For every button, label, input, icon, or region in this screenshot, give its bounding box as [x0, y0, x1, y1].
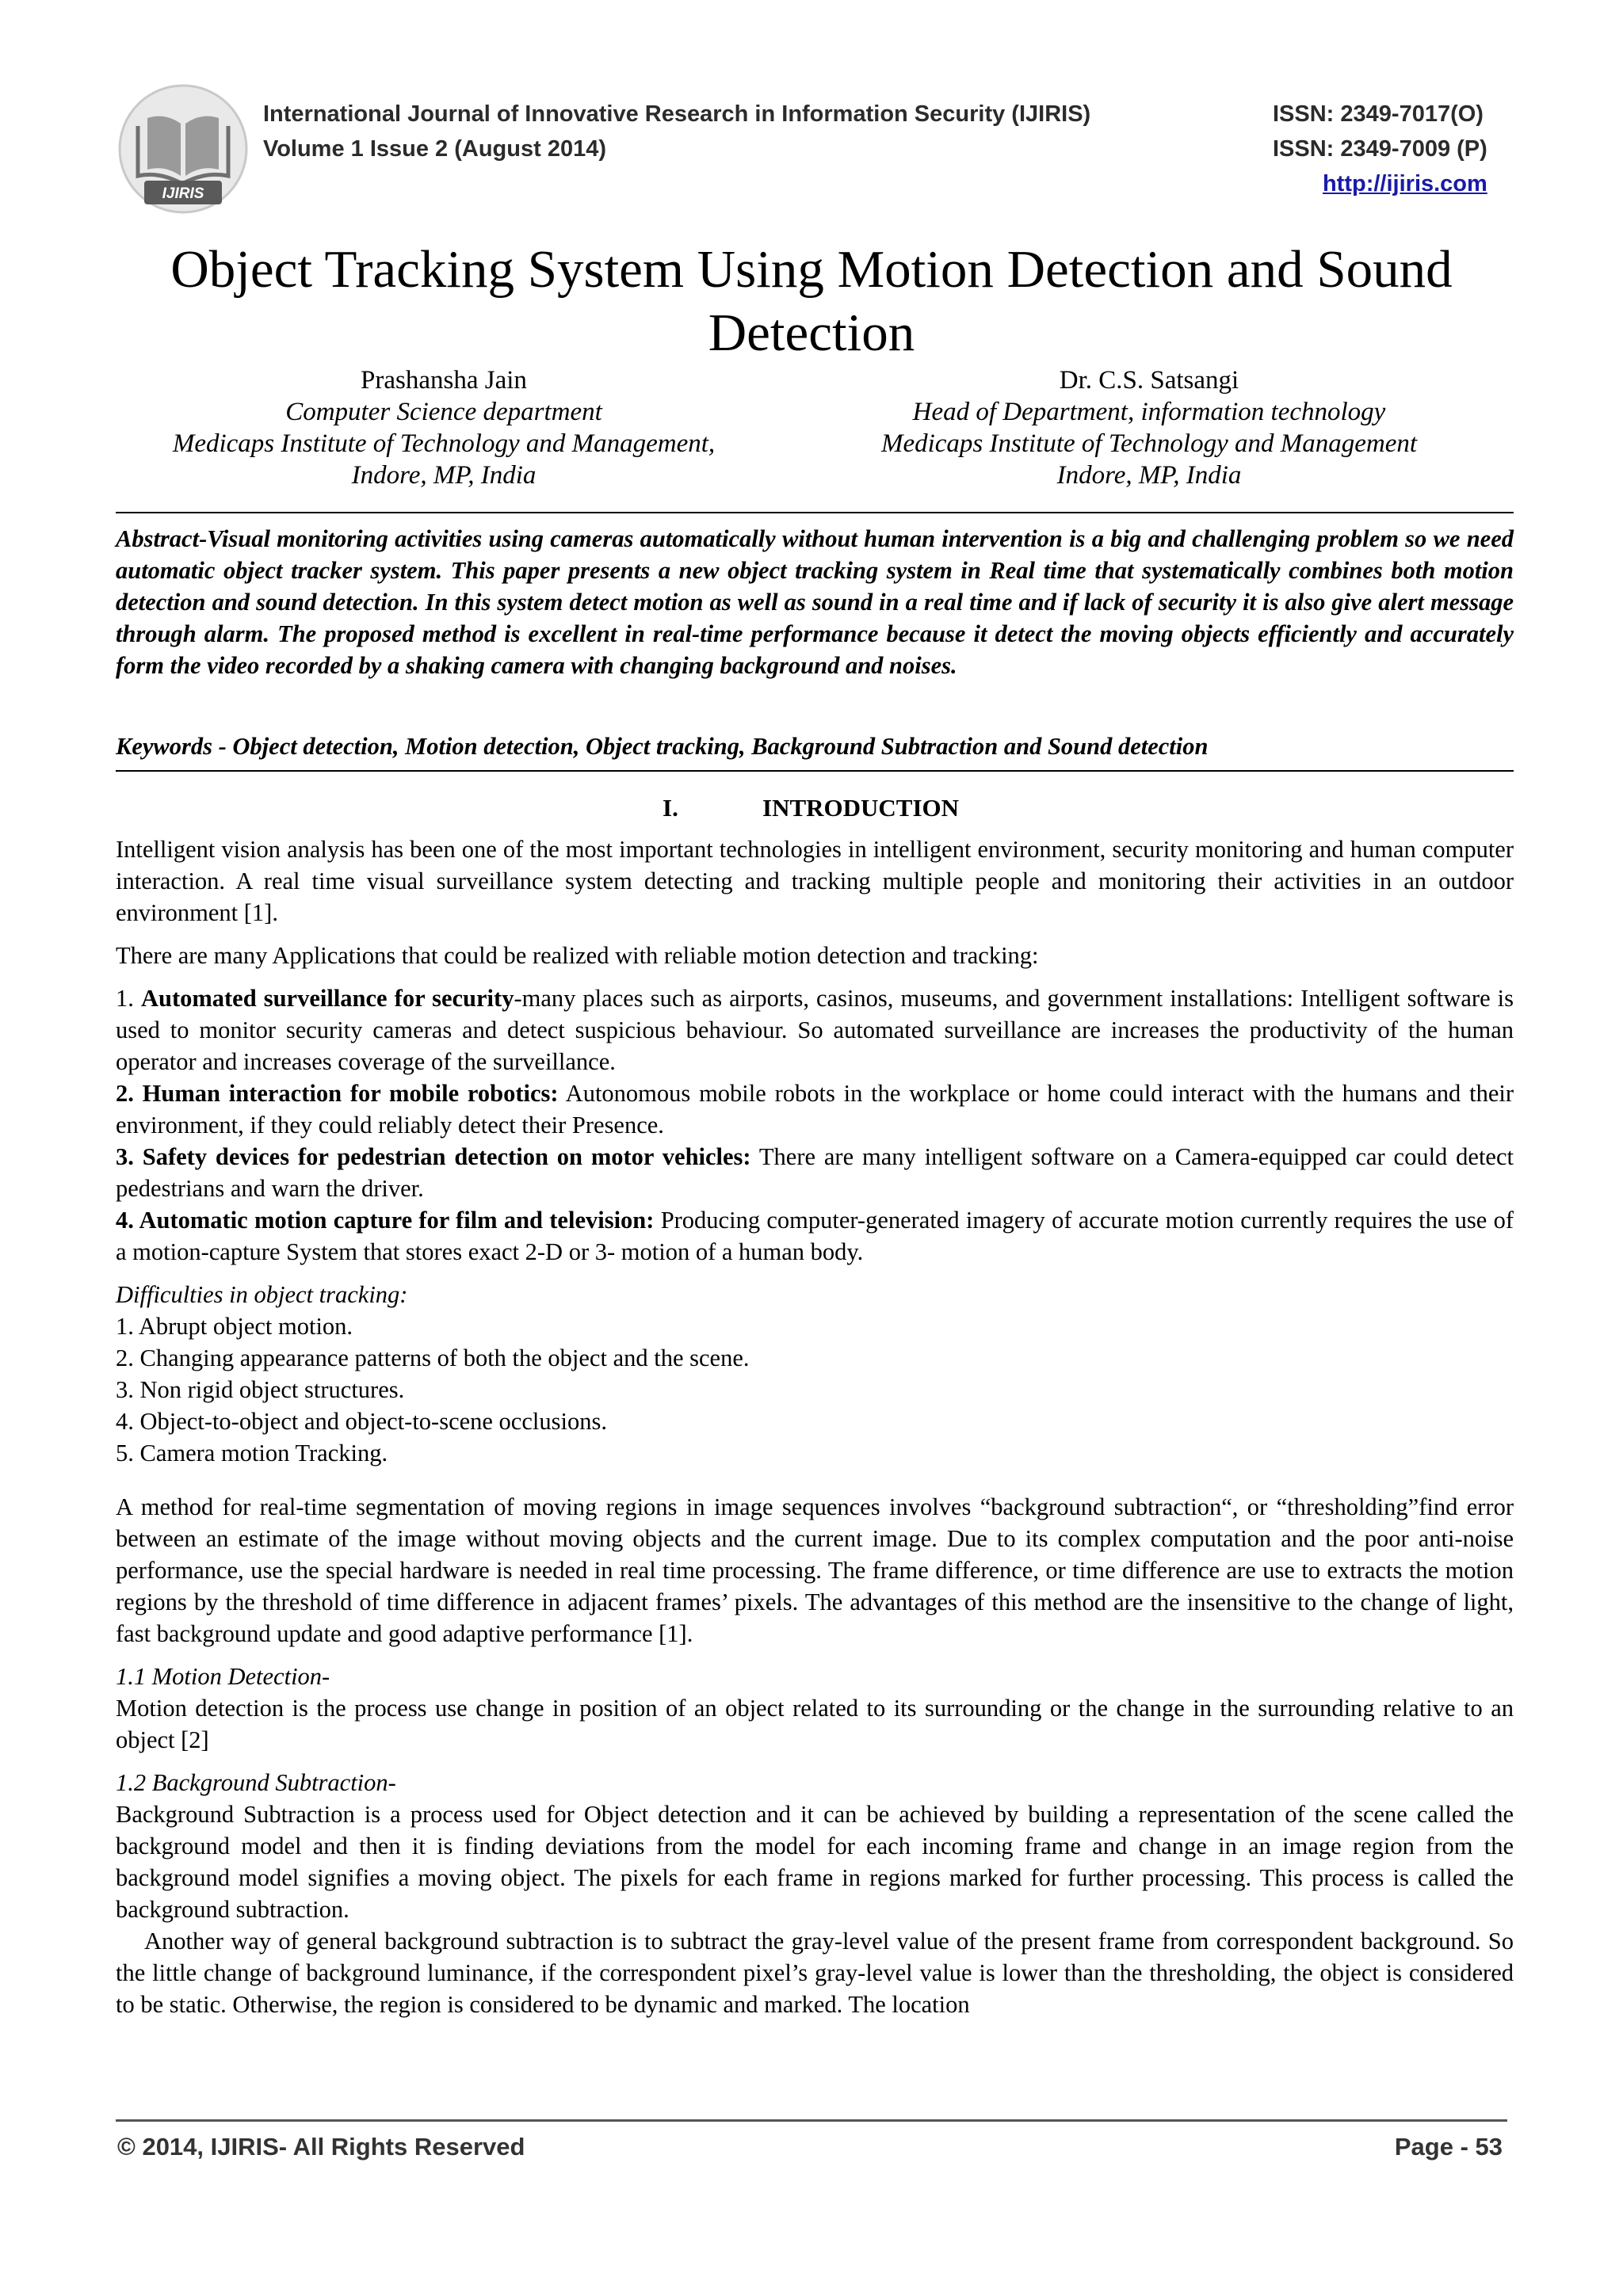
application-title: Automated surveillance for security [140, 985, 514, 1012]
application-title: 4. Automatic motion capture for film and television: [116, 1207, 655, 1234]
author-name: Prashansha Jain [361, 366, 527, 395]
author-block-2 [848, 364, 1450, 491]
list-item: 1. Abrupt object motion. [116, 1313, 353, 1340]
author-department: Head of Department, information technology [912, 398, 1386, 426]
author-location: Indore, MP, India [351, 461, 537, 490]
section-body [116, 833, 1514, 2020]
journal-volume: Volume 1 Issue 2 (August 2014) [263, 136, 606, 162]
journal-name: International Journal of Innovative Research in Information Security (IJIRIS) [263, 101, 1091, 127]
journal-url-link[interactable]: http://ijiris.com [1322, 171, 1487, 196]
author-block-1 [143, 364, 745, 491]
paragraph: Background Subtraction is a process used for Object detection and it can be achieved by building a representation of the scene called the background model and then it is finding deviations from the model for each incoming frame and change in an image region from the background model signifies a moving object. The pixels for each frame in regions marked for further processing. This process is called the background subtraction. [116, 1801, 1514, 1923]
divider [116, 512, 1514, 513]
paragraph: Motion detection is the process use change in position of an object related to its surrounding or the change in the surrounding relative to an object [2] [116, 1695, 1514, 1753]
paragraph: A method for real-time segmentation of moving regions in image sequences involves “background subtraction“, or “thresholding”find error between an estimate of the image without moving objects and the current image. Due to its complex computation and the poor anti-noise performance, use the special hardware is needed in real time processing. The frame difference, or time difference are use to extracts the motion regions by the threshold of time difference in adjacent frames’ pixels. The advantages of this method are the insensitive to the change of light, fast background update and good adaptive performance [1]. [116, 1493, 1514, 1647]
journal-header [263, 97, 1090, 166]
list-item: 4. Object-to-object and object-to-scene occlusions. [116, 1408, 607, 1435]
application-item: 1. Automated surveillance for security-many places such as airports, casinos, museums, and government installations: Intelligent software is used to monitor security cameras and detect suspicious behaviour. So automated surveillance are increases the productivity of the human operator and increases coverage of the surveillance. [116, 985, 1514, 1075]
subheading: Difficulties in object tracking: [116, 1281, 408, 1308]
author-location: Indore, MP, India [1056, 461, 1242, 490]
subheading: 1.1 Motion Detection- [116, 1663, 330, 1690]
list-item: 2. Changing appearance patterns of both the object and the scene. [116, 1344, 750, 1371]
application-text: -many places such as airports, casinos, museums, and government installations: Intelligent software is used to monitor security cameras and detect suspicious behaviour. So automated surveillance are increases the productivity of the human operator and increases coverage of the surveillance. [116, 985, 1514, 1075]
keywords: Keywords - Object detection, Motion detection, Object tracking, Background Subtraction and Sound detection [116, 733, 1209, 760]
application-item [116, 1204, 1514, 1268]
section-title: INTRODUCTION [762, 794, 960, 822]
issn-print: ISSN: 2349-7009 (P) [1273, 136, 1487, 162]
application-title: 2. Human interaction for mobile robotics: [116, 1080, 559, 1107]
list-item: 5. Camera motion Tracking. [116, 1440, 388, 1466]
author-name: Dr. C.S. Satsangi [1059, 366, 1239, 395]
paragraph: There are many Applications that could be realized with reliable motion detection and tracking: [116, 942, 1039, 969]
issn-online: ISSN: 2349-7017(O) [1273, 101, 1484, 127]
application-title: 3. Safety devices for pedestrian detection on motor vehicles: [116, 1143, 751, 1170]
journal-issn [1273, 97, 1487, 201]
paragraph: Another way of general background subtraction is to subtract the gray-level value of the present frame from correspondent background. So the little change of background luminance, if the correspondent pixel’s gray-level value is lower than the thresholding, the object is considered to be static. Otherwise, the region is considered to be dynamic and marked. The location [116, 1928, 1514, 2018]
application-item [116, 1077, 1514, 1141]
journal-logo [116, 82, 250, 215]
section-number: I. [663, 794, 678, 822]
logo-text: IJIRIS [162, 185, 204, 202]
footer-divider [116, 2119, 1507, 2122]
paragraph: Intelligent vision analysis has been one of the most important technologies in intelligent environment, security monitoring and human computer interaction. A real time visual surveillance system detecting and tracking multiple people and monitoring their activities in an outdoor environment [1]. [116, 836, 1514, 926]
subheading: 1.2 Background Subtraction- [116, 1769, 396, 1796]
author-institution: Medicaps Institute of Technology and Management [880, 429, 1418, 458]
page-number: Page - 53 [1394, 2133, 1503, 2161]
application-text: There are many intelligent software on a Camera-equipped car could detect pedestrians and warn the driver. [116, 1143, 1514, 1202]
abstract: Abstract-Visual monitoring activities using cameras automatically without human intervention is a big and challenging problem so we need automatic object tracker system. This paper presents a new object tracking system in Real time that systematically combines both motion detection and sound detection. In this system detect motion as well as sound in a real time and if lack of security it is also give alert message through alarm. The proposed method is excellent in real-time performance because it detect the moving objects efficiently and accurately form the video recorded by a shaking camera with changing background and noises. [116, 525, 1514, 679]
author-department: Computer Science department [285, 398, 602, 426]
paper-title: Object Tracking System Using Motion Detection and Sound Detection [170, 240, 1453, 362]
list-item: 3. Non rigid object structures. [116, 1376, 405, 1403]
divider [116, 770, 1514, 772]
application-item [116, 1141, 1514, 1204]
author-institution: Medicaps Institute of Technology and Management, [172, 429, 716, 458]
application-text: Autonomous mobile robots in the workplace or home could interact with the humans and their environment, if they could reliably detect their Presence. [116, 1080, 1514, 1138]
application-text: Producing computer-generated imagery of accurate motion currently requires the use of a motion-capture System that stores exact 2-D or 3- motion of a human body. [116, 1207, 1514, 1265]
copyright: © 2014, IJIRIS- All Rights Reserved [117, 2133, 525, 2161]
